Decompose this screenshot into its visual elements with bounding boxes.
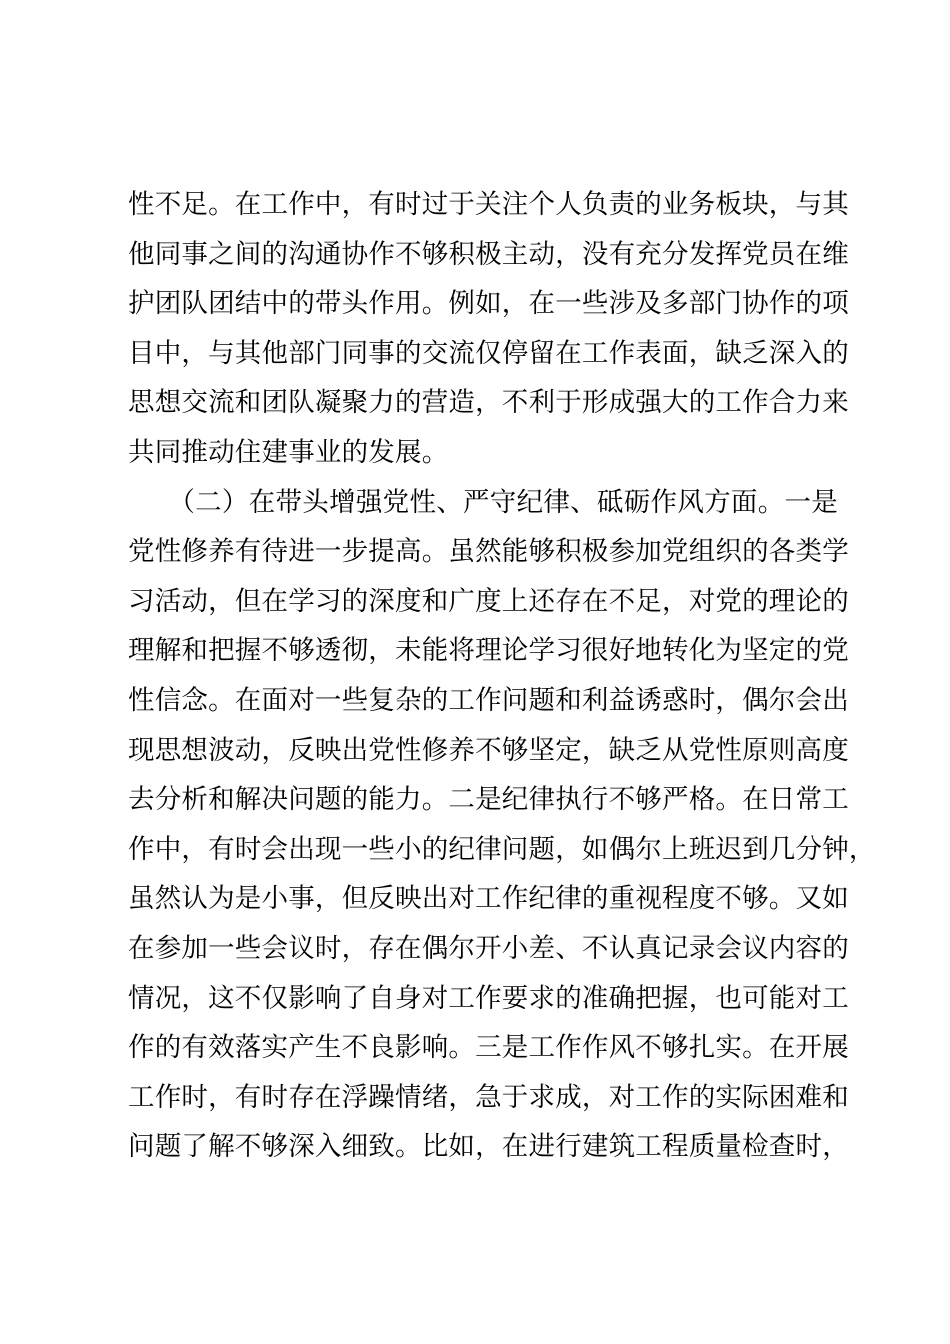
text-line: 虽然认为是小事，但反映出对工作纪律的重视程度不够。又如 (128, 883, 849, 915)
text-line: 思想交流和团队凝聚力的营造，不利于形成强大的工作合力来 (128, 387, 849, 419)
text-line: （二）在带头增强党性、严守纪律、砥砺作风方面。一是 (128, 486, 838, 518)
text-line: 现思想波动，反映出党性修养不够坚定，缺乏从党性原则高度 (128, 734, 849, 766)
text-line: 护团队团结中的带头作用。例如，在一些涉及多部门协作的项 (128, 288, 849, 320)
text-line: 在参加一些会议时，存在偶尔开小差、不认真记录会议内容的 (128, 932, 849, 964)
text-line: 党性修养有待进一步提高。虽然能够积极参加党组织的各类学 (128, 536, 849, 568)
text-line: 问题了解不够深入细致。比如，在进行建筑工程质量检查时， (128, 1131, 849, 1163)
text-line: 理解和把握不够透彻，未能将理论学习很好地转化为坚定的党 (128, 635, 849, 667)
text-line: 他同事之间的沟通协作不够积极主动，没有充分发挥党员在维 (128, 238, 849, 270)
text-line: 习活动，但在学习的深度和广度上还存在不足，对党的理论的 (128, 585, 849, 617)
text-line: 性不足。在工作中，有时过于关注个人负责的业务板块，与其 (128, 189, 849, 220)
text-line: 作中，有时会出现一些小的纪律问题，如偶尔上班迟到几分钟， (128, 833, 876, 865)
text-line: 情况，这不仅影响了自身对工作要求的准确把握，也可能对工 (128, 982, 849, 1014)
text-line: 性信念。在面对一些复杂的工作问题和利益诱惑时，偶尔会出 (128, 684, 849, 716)
text-line: 目中，与其他部门同事的交流仅停留在工作表面，缺乏深入的 (128, 337, 849, 369)
text-line: 工作时，有时存在浮躁情绪，急于求成，对工作的实际困难和 (128, 1081, 849, 1113)
text-line: 共同推动住建事业的发展。 (128, 436, 449, 468)
body-text (128, 180, 876, 1172)
text-line: 作的有效落实产生不良影响。三是工作作风不够扎实。在开展 (128, 1032, 849, 1064)
text-line: 去分析和解决问题的能力。二是纪律执行不够严格。在日常工 (128, 784, 849, 816)
